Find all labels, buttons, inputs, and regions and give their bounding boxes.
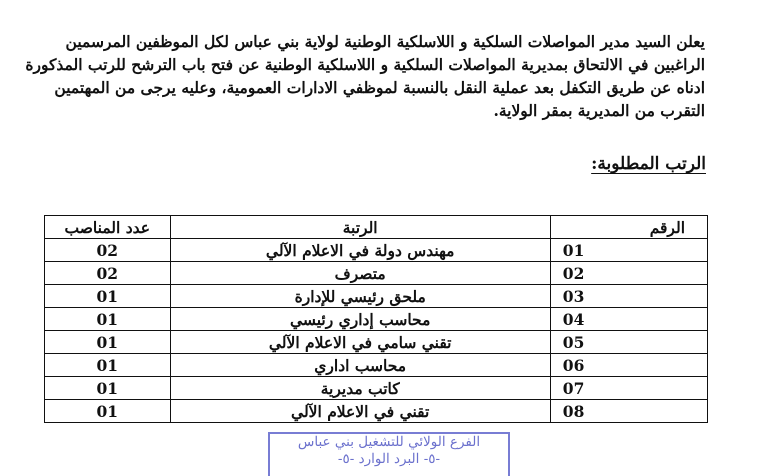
table-row [45, 308, 708, 331]
positions-cell: 01 [45, 354, 171, 377]
table-row [45, 239, 708, 262]
positions-cell: 01 [45, 285, 171, 308]
number-cell: 05 [550, 331, 707, 354]
table-row [45, 377, 708, 400]
table-row [45, 285, 708, 308]
rank-cell: كاتب مديرية [170, 377, 550, 400]
rank-cell: محاسب اداري [170, 354, 550, 377]
positions-cell: 01 [45, 377, 171, 400]
official-stamp [268, 432, 510, 476]
rank-cell: تقني في الاعلام الآلي [170, 400, 550, 423]
rank-cell: مهندس دولة في الاعلام الآلي [170, 239, 550, 262]
rank-cell: تقني سامي في الاعلام الآلي [170, 331, 550, 354]
number-cell: 04 [550, 308, 707, 331]
rank-cell: ملحق رئيسي للإدارة [170, 285, 550, 308]
stamp-line-2: -٥- البرد الوارد -٥- [337, 451, 441, 467]
rank-cell: متصرف [170, 262, 550, 285]
number-cell: 06 [550, 354, 707, 377]
rank-cell: محاسب إداري رئيسي [170, 308, 550, 331]
positions-cell: 01 [45, 331, 171, 354]
header-positions: عدد المناصب [45, 216, 171, 239]
table-row [45, 262, 708, 285]
number-cell: 08 [550, 400, 707, 423]
ranks-table-body [45, 239, 708, 423]
announcement-line-1: يعلن السيد مدير المواصلات السلكية و اللاسلكية الوطنية لولاية بني عباس لكل الموظفين المرسمين [65, 32, 705, 51]
table-row [45, 400, 708, 423]
announcement-line-4: التقرب من المديرية بمقر الولاية. [493, 101, 705, 120]
announcement-paragraph [25, 30, 705, 122]
number-cell: 01 [550, 239, 707, 262]
ranks-table [44, 215, 708, 423]
table-row [45, 354, 708, 377]
positions-cell: 01 [45, 400, 171, 423]
stamp-line-1: الفرع الولائي للتشغيل بني عباس [297, 434, 481, 450]
number-cell: 03 [550, 285, 707, 308]
number-cell: 07 [550, 377, 707, 400]
required-ranks-heading: الرتب المطلوبة: [591, 154, 706, 174]
announcement-line-2: الراغبين في الالتحاق بمديرية المواصلات السلكية و اللاسلكية الوطنية عن فتح باب الترشح للرتب المذكورة [25, 55, 705, 74]
header-number: الرقم [550, 216, 707, 239]
header-rank: الرتبة [170, 216, 550, 239]
table-header-row [45, 216, 708, 239]
announcement-line-3: ادناه عن طريق التكفل بعد عملية النقل بالنسبة لموظفي الادارات العمومية، وعليه يرجى من المهتمين [54, 78, 705, 97]
number-cell: 02 [550, 262, 707, 285]
positions-cell: 02 [45, 262, 171, 285]
positions-cell: 01 [45, 308, 171, 331]
positions-cell: 02 [45, 239, 171, 262]
table-row [45, 331, 708, 354]
